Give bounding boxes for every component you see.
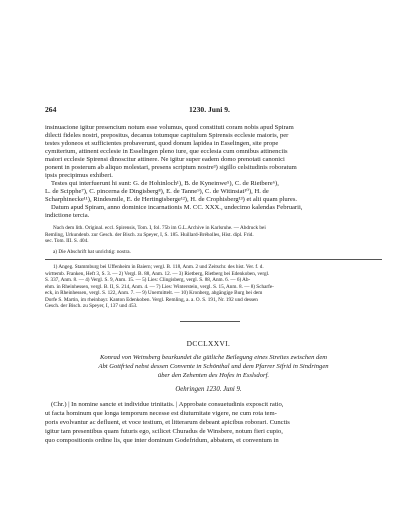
text-line: Datum apud Spiram, anno dominice incarnationis M. CC. XXX., undecimo kalendas Februarii, (51, 204, 303, 211)
text-line: ipsis precipimus exhiberi. (45, 172, 113, 179)
section-separator (180, 321, 240, 322)
charter-text-line: igitur tam presentibus quam futuris ego, scilicet Churadus de Winsbere, notum fieri cupio, (45, 428, 283, 435)
footnote-line: Gesch. der Bisch. zu Speyer, I, 137 und 453. (45, 303, 138, 309)
dateline: Oehringen 1230. Juni 9. (175, 386, 242, 393)
page-number: 264 (45, 105, 57, 114)
charter-text-line: poris evolvantur ac defluent, et voce testium, et litterarum debeant apicibus roborari. Cunctis (45, 419, 290, 426)
text-line: indictione tercia. (45, 212, 90, 219)
text-line: testes ydoneos et sufficientes probaverunt, quod donum lapidea in Esselingen, site prope (45, 140, 279, 147)
text-line: insinuacione igitur presencium notum esse volumus, quod constituti coram nobis apud Spiram (45, 124, 294, 131)
footnote-line: eck, in Rheinhessen, vergl. S. 122, Anm. 7. — 9) Unermittelt. — 10) Kronberg, abgängige Burg bei dem (45, 290, 263, 296)
charter-text-line: quo compositionis ordine lis, que inter dominum Godefridum, abbatem, et conventum in (45, 437, 279, 444)
regest-line: Abt Gottfried nebst dessen Convente in Schönthal und dem Pfarrer Sifrid in Sindringen (98, 363, 329, 370)
regest-line: Konrad von Weinsberg beurkundet die gütliche Beilegung eines Streites zwischen dem (99, 354, 328, 361)
footnote-line: ehm. in Rheinhessen, vergl. B. II, S. 214, Anm. 4. — 7) Lies: Winterstein, vergl. S. 15, Anm. 8. — 8) Scharfe- (45, 283, 274, 290)
text-line: maiori ecclesie Spirensi dinoscitur attinere. Ne igitur super eadem domo prenotati canonici (45, 156, 285, 163)
footnote-rule (45, 259, 382, 260)
footnote-line: Dorfe S. Martin, im rheinbayr. Kanton Edenkoben. Vergl. Remling, a. a. O. S. 191, Nr. 192 und dessen (45, 296, 258, 303)
running-header (45, 105, 380, 117)
text-line: Scharphinecke¹¹), Rindesmile, E. de Hertingisberge¹²), H. de Crophisberg¹³) et alii quam plures. (45, 196, 298, 203)
charter-text-line: ut facta hominum que longa temporum necesse est diuturnitate vigere, ne cum rota tem- (45, 410, 277, 417)
text-line: Testes qui interfuerunt hi sunt: G. de Hohinloch¹), B. de Kyneinwe⁵), C. de Rietbere⁶), (51, 180, 279, 187)
running-head-date: 1230. Juni 9. (189, 105, 230, 114)
text-line: cymiterium, attinent ecclesie in Esselingen pleno iure, que ecclesia cum omnibus attinenciis (45, 148, 288, 155)
footnote-line: wirttemb. Franken, Heft 3, S. 3. — 2) Vergl. B. 88, Anm. 12. — 3) Rietberg, Rietberg bei Edenkoben, vergl. (45, 270, 270, 277)
text-line: dilecti fideles nostri, prepositus, decanus totumque capitulum Spirensis ecclesie maioris, per (45, 132, 289, 139)
source-note-line: Remling, Urkundenb. zur Gesch. der Bisch. zu Speyer, I, S. 185. Huillard-Bréholles, Hist. dipl. Frid. (45, 231, 254, 238)
regest-line: über den Zehenten des Hofes in Esslsdorf. (157, 372, 270, 379)
footnote-line: S. 337, Anm. 8. — 4) Vergl. S. 9, Anm. 15. — 5) Lies: Clingisberg, vergl. S. 88, Anm. 6. — 6) Ab- (45, 277, 251, 283)
charter-text-line: (Chr.) | In nomine sancte et individue trinitatis. | Approbate consuetudinis exposcit ratio, (51, 401, 284, 408)
document-number: DCCLXXVI. (186, 339, 231, 348)
source-note-line: Nach dem lith. Original. eccl. Spirensis, Tom. I, fol. 75b im G.L.Archive in Karlsruhe. — Abdruck bei (53, 225, 266, 231)
variant-note: a) Die Abschrift hat unrichtig: nostra. (53, 249, 131, 255)
text-line: ponent in posterum ab aliquo molestari, presens scriptum nostre³) sigillo celsitudinis roboratum (45, 164, 297, 171)
source-note-line: sec. Tom. III. S. 404. (45, 238, 89, 244)
footnote-line: 1) Angeg. Stammburg bei Uffenheim in Baiern; vergl. B. 118, Anm. 2 und Zeitschr. des hist. Ver. f. d. (53, 264, 264, 270)
text-line: L. de Scipphe⁷), C. pincerna de Dingisberg⁸), E. de Tanne⁹), C. de Witinsiat¹⁰), H. de (45, 188, 269, 195)
